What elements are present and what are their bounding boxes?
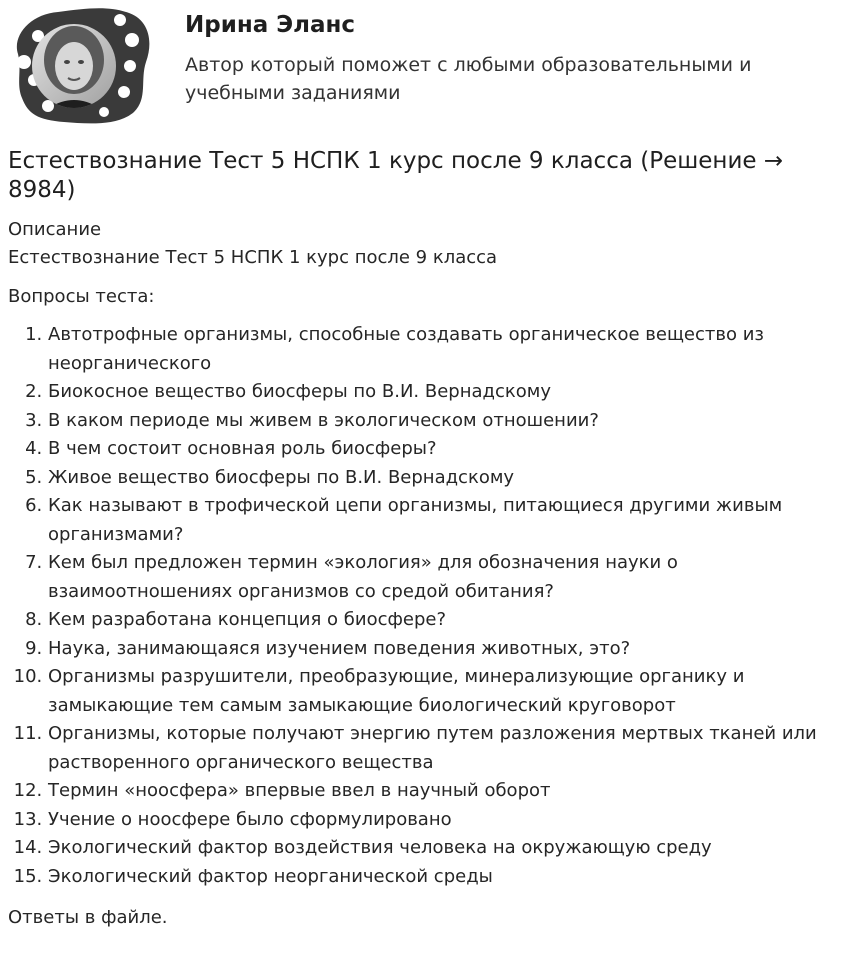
description-label: Описание [8,219,102,240]
question-item: 1. Автотрофные организмы, способные создавать органическое вещество из неорганического [48,321,838,378]
question-item: 4. В чем состоит основная роль биосферы? [48,435,838,464]
answers-note: Ответы в файле. [8,907,168,928]
question-item: 6. Как называют в трофической цепи организмы, питающиеся другими живым организмами? [48,492,838,549]
question-item: 8. Кем разработана концепция о биосфере? [48,606,838,635]
question-item: 9. Наука, занимающаяся изучением поведения животных, это? [48,635,838,664]
question-item: 13. Учение о ноосфере было сформулировано [48,806,838,835]
question-item: 15. Экологический фактор неорганической среды [48,863,838,892]
question-item: 3. В каком периоде мы живем в экологическом отношении? [48,407,838,436]
questions-label: Вопросы теста: [8,286,155,307]
question-item: 11. Организмы, которые получают энергию путем разложения мертвых тканей или растворенного органического вещества [48,720,838,777]
question-item: 7. Кем был предложен термин «экология» для обозначения науки о взаимоотношениях организмов со средой обитания? [48,549,838,606]
document-content [8,147,838,932]
author-card [8,6,839,128]
author-description: Автор который поможет с любыми образовательными и учебными заданиями [185,54,752,104]
question-item: 5. Живое вещество биосферы по В.И. Вернадскому [48,464,838,493]
description-text: Естествознание Тест 5 НСПК 1 курс после 9 класса [8,247,498,268]
question-item: 12. Термин «ноосфера» впервые ввел в научный оборот [48,777,838,806]
question-item: 10. Организмы разрушители, преобразующие, минерализующие органику и замыкающие тем самым замыкающие биологический круговорот [48,663,838,720]
question-item: 2. Биокосное вещество биосферы по В.И. Вернадскому [48,378,838,407]
author-name[interactable]: Ирина Эланс [185,12,356,38]
document-title: Естествознание Тест 5 НСПК 1 курс после 9 класса (Решение → 8984) [8,148,784,203]
question-item: 14. Экологический фактор воздействия человека на окружающую среду [48,834,838,863]
questions-list [8,321,838,891]
author-avatar[interactable] [8,6,152,126]
